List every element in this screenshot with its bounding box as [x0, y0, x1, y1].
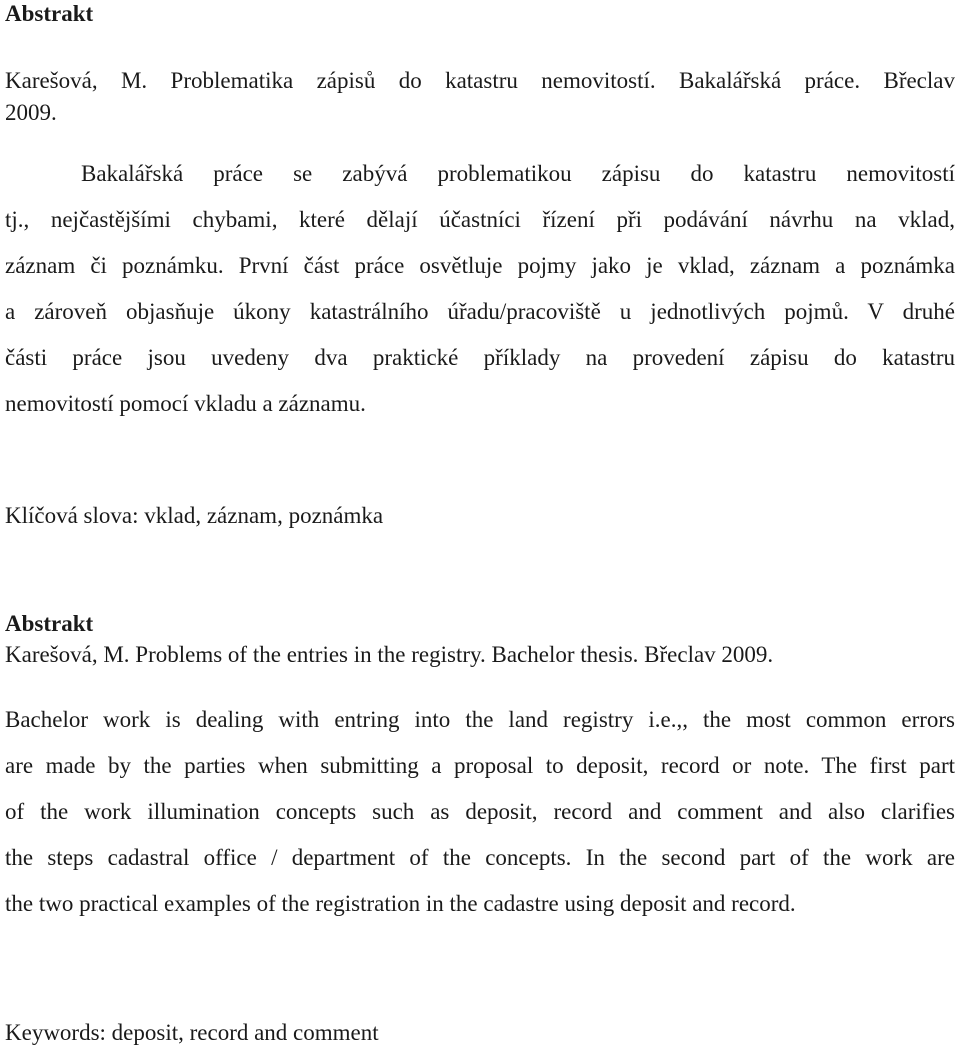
cz-citation-line-2: 2009. — [5, 100, 57, 125]
cz-keywords-text: Klíčová slova: vklad, záznam, poznámka — [5, 503, 384, 528]
en-keywords-text: Keywords: deposit, record and comment — [5, 1020, 379, 1045]
cz-keywords — [5, 493, 955, 539]
cz-citation — [5, 58, 955, 136]
en-keywords — [5, 1010, 955, 1056]
cz-abstract-line-1: Bakalářská práce se zabývá problematikou zápisu do katastru nemovitostí — [81, 161, 955, 186]
en-abstract-line-4: the steps cadastral office / department of the concepts. In the second part of the work are — [5, 845, 955, 870]
cz-abstract-line-5: části práce jsou uvedeny dva praktické příklady na provedení zápisu do katastru — [5, 345, 955, 370]
en-heading: Abstrakt — [5, 611, 94, 636]
cz-abstract-line-3: záznam či poznámku. První část práce osvětluje pojmy jako je vklad, záznam a poznámka — [5, 253, 955, 278]
en-citation-text: Karešová, M. Problems of the entries in the registry. Bachelor thesis. Břeclav 2009. — [5, 642, 774, 667]
cz-abstract-line-6: nemovitostí pomocí vkladu a záznamu. — [5, 391, 366, 416]
cz-abstract — [5, 151, 955, 427]
en-abstract-line-5: the two practical examples of the registration in the cadastre using deposit and record. — [5, 891, 796, 916]
cz-heading: Abstrakt — [5, 1, 94, 26]
en-abstract-line-2: are made by the parties when submitting a proposal to deposit, record or note. The first part — [5, 753, 955, 778]
en-citation — [5, 632, 955, 678]
cz-abstract-line-4: a zároveň objasňuje úkony katastrálního úřadu/pracoviště u jednotlivých pojmů. V druhé — [5, 299, 955, 324]
cz-abstract-line-2: tj., nejčastějšími chybami, které dělají účastníci řízení při podávání návrhu na vklad, — [5, 207, 955, 232]
cz-citation-line-1: Karešová, M. Problematika zápisů do katastru nemovitostí. Bakalářská práce. Břeclav — [5, 68, 955, 93]
en-abstract-line-3: of the work illumination concepts such as deposit, record and comment and also clarifies — [5, 799, 955, 824]
en-abstract — [5, 697, 955, 927]
en-abstract-line-1: Bachelor work is dealing with entring into the land registry i.e.,, the most common errors — [5, 707, 955, 732]
